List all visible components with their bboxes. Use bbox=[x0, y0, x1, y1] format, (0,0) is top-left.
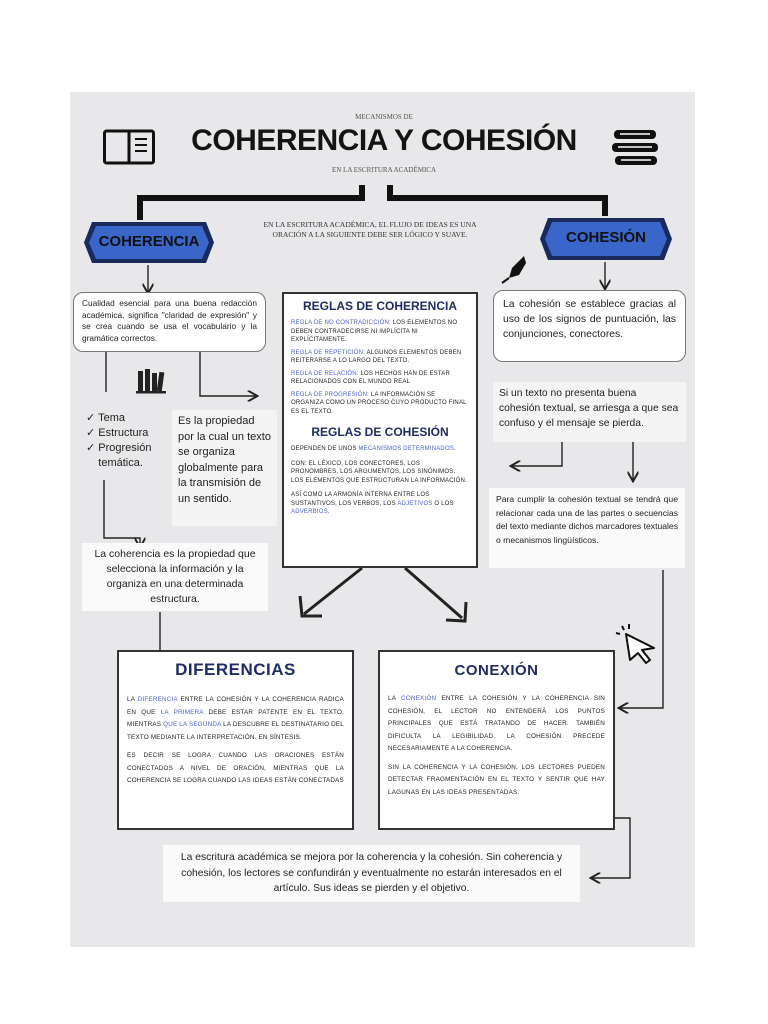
reglas-cohesion-title: REGLAS DE COHESIÓN bbox=[311, 425, 449, 439]
coherencia-property-box bbox=[172, 410, 277, 526]
coherencia-summary: La coherencia es la propiedad que selecciona la información y la organiza en una determinada estructura. bbox=[94, 548, 256, 605]
cohesion-detail-box bbox=[489, 488, 685, 568]
coherencia-definition: Cualidad esencial para una buena redacción académica, significa "claridad de expresión" y se crea cuando se usa el vocabulario y la gramática correctos. bbox=[82, 298, 257, 343]
cohesion-rule-paragraph: CON: EL LÉXICO, LOS CONECTORES, LOS PRONOMBRES, LOS ARGUMENTOS, LOS SINÓNIMOS, LOS ELEMENTOS QUE ESTRUCTURAN LA INFORMACIÓN. bbox=[291, 460, 467, 484]
cohesion-label bbox=[538, 216, 674, 262]
cohesion-rule-paragraph: ASÍ COMO LA ARMONÍA INTERNA ENTRE LOS SUSTANTIVOS, LOS VERBOS, LOS ADJETIVOS O LOS ADVERBIOS. bbox=[291, 492, 454, 515]
coherencia-summary-box bbox=[82, 543, 268, 611]
header-subline: EN LA ESCRITURA ACADÉMICA bbox=[331, 166, 437, 174]
checkmark-icon: ✓ bbox=[86, 427, 99, 439]
cohesion-definition-box bbox=[493, 290, 686, 362]
diferencias-title: DIFERENCIAS bbox=[175, 660, 296, 679]
cohesion-rule-paragraph: DEPENDEN DE UNOS MECANISMOS DETERMINADOS. bbox=[291, 446, 456, 452]
conexion-box bbox=[378, 650, 615, 830]
coherencia-property: Es la propiedad por la cual un texto se organiza globalmente para la transmisión de un sentido. bbox=[178, 415, 271, 505]
cohesion-label-text: COHESIÓN bbox=[565, 229, 646, 246]
conexion-title: CONEXIÓN bbox=[454, 662, 539, 679]
rule-item: REGLA DE PROGRESIÓN: LA INFORMACIÓN SE ORGANIZA COMO UN PROCESO CUYO PRODUCTO FINAL ES EL TEXTO. bbox=[291, 391, 467, 415]
reglas-coherencia-title: REGLAS DE COHERENCIA bbox=[302, 299, 457, 313]
footer-box bbox=[163, 845, 580, 902]
cohesion-definition: La cohesión se establece gracias al uso de los signos de puntuación, las conjunciones, conectores. bbox=[503, 299, 676, 340]
cohesion-detail: Para cumplir la cohesión textual se tendrá que relacionar cada una de las partes o secuencias del texto mediante dichos marcadores textuales o mecanismos lingüísticos. bbox=[496, 494, 679, 545]
checkmark-icon: ✓ bbox=[86, 442, 99, 454]
stacked-books-icon bbox=[610, 126, 662, 170]
rule-item: REGLA DE RELACIÓN: LOS HECHOS HAN DE ESTAR RELACIONADOS CON EL MUNDO REAL bbox=[291, 370, 451, 385]
rule-item: REGLA DE NO CONTRADICCIÓN: LOS ELEMENTOS NO DEBEN CONTRADECIRSE NI IMPLÍCITA NI EXPLÍCITAMENTE. bbox=[291, 320, 458, 343]
coherencia-checklist bbox=[86, 411, 166, 471]
conexion-paragraph: LA CONEXIÓN ENTRE LA COHESIÓN Y LA COHERENCIA SIN COHESIÓN, EL LECTOR NO ENTENDERÁ LOS PUNTOS PRINCIPALES QUE ESTÁ TRATANDO DE HACER. TAMBIÉN DIFICULTA LA LEGIBILIDAD. LA COHESIÓN PRECEDE NECESARIAMENTE A LA COHERENCIA. bbox=[388, 695, 605, 752]
page-title: COHERENCIA Y COHESIÓN bbox=[191, 124, 577, 157]
cursor-click-icon bbox=[614, 622, 660, 664]
diferencias-paragraph: LA DIFERENCIA ENTRE LA COHESIÓN Y LA COHERENCIA RADICA EN QUE LA PRIMERA DEBE ESTAR PATENTE EN EL TEXTO, MIENTRAS QUE LA SEGUNDA LA DESCUBRE EL DESTINATARIO DEL TEXTO MEDIANTE LA INTERPRETACIÓN. EN SÍNTESIS. bbox=[127, 696, 344, 741]
coherencia-label bbox=[82, 220, 216, 265]
conexion-paragraph: SIN LA COHERENCIA Y LA COHESIÓN, LOS LECTORES PUEDEN DETECTAR FRAGMENTACIÓN EN EL TEXTO Y SENTIR QUE HAY LAGUNAS EN LAS IDEAS PRESENTADAS. bbox=[388, 763, 605, 796]
cohesion-warning: Si un texto no presenta buena cohesión textual, se arriesga a que sea confuso y el mensaje se pierda. bbox=[499, 388, 679, 429]
diferencias-box bbox=[117, 650, 354, 830]
book-icon bbox=[103, 129, 155, 165]
coherencia-definition-box bbox=[73, 292, 266, 352]
rule-item: REGLA DE REPETICIÓN: ALGUNOS ELEMENTOS DEBEN REITERARSE A LO LARGO DEL TEXTO. bbox=[291, 349, 462, 364]
list-item: ✓ Progresión temática. bbox=[86, 442, 152, 469]
books-on-shelf-icon bbox=[136, 368, 166, 394]
cohesion-warning-box bbox=[493, 382, 686, 442]
intro-text: EN LA ESCRITURA ACADÉMICA, EL FLUJO DE IDEAS ES UNA ORACIÓN A LA SIGUIENTE DEBE SER LÓGICO Y SUAVE. bbox=[263, 220, 477, 239]
header-overline: MECANISMOS DE bbox=[355, 113, 413, 121]
diferencias-paragraph: ES DECIR SE LOGRA CUANDO LAS ORACIONES ESTÁN CONECTADOS A NIVEL DE ORACIÓN, MIENTRAS QUE LA COHERENCIA SE LOGRA CUANDO LAS IDEAS ESTÁN CONECTADAS bbox=[127, 752, 344, 784]
pen-nib-icon bbox=[500, 254, 528, 284]
footer-text: La escritura académica se mejora por la coherencia y la cohesión. Sin coherencia y cohesión, los lectores se confundirán y eventualmente no estarán interesados en el artículo. Sus ideas se pierden y el objetivo. bbox=[180, 852, 563, 894]
checkmark-icon: ✓ bbox=[86, 412, 99, 424]
list-item: ✓ Estructura bbox=[86, 427, 149, 439]
coherencia-label-text: COHERENCIA bbox=[98, 233, 200, 250]
rules-box bbox=[282, 292, 478, 568]
list-item: ✓ Tema bbox=[86, 412, 125, 424]
